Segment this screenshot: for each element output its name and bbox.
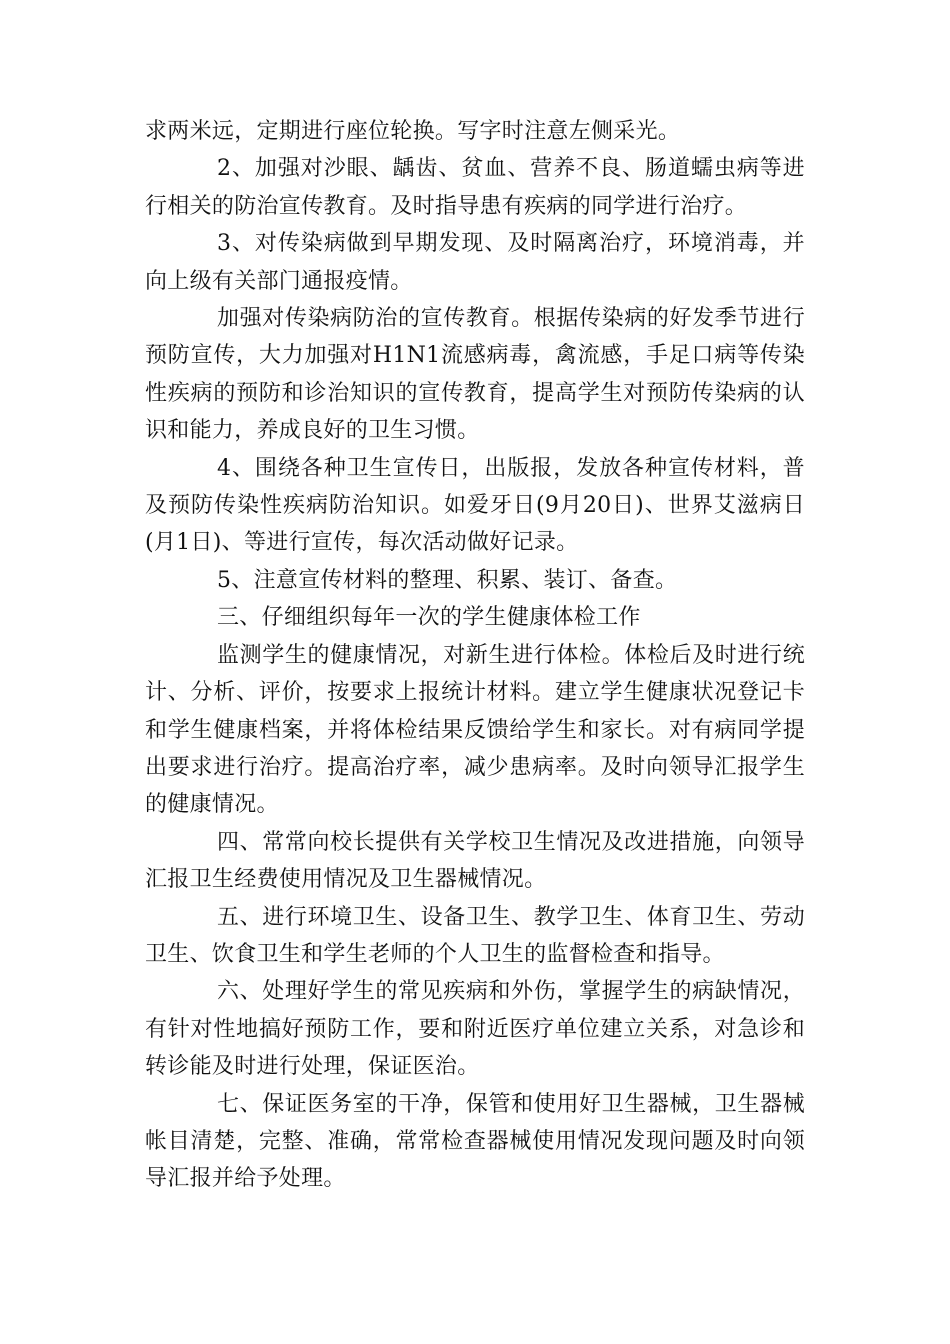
section-4: 四、常常向校长提供有关学校卫生情况及改进措施，向领导汇报卫生经费使用情况及卫生器械情况。 <box>145 829 805 893</box>
paragraph-item-3: 3、对传染病做到早期发现、及时隔离治疗，环境消毒，并向上级有关部门通报疫情。 <box>145 231 805 294</box>
paragraph-item-5: 5、注意宣传材料的整理、积累、装订、备查。 <box>217 567 678 593</box>
section-7: 七、保证医务室的干净，保管和使用好卫生器械，卫生器械帐目清楚，完整、准确，常常检查器械使用情况发现问题及时向领导汇报并给予处理。 <box>145 1091 805 1192</box>
paragraph-item-4: 4、围绕各种卫生宣传日，出版报，发放各种宣传材料，普及预防传染性疾病防治知识。如爱牙日(9月20日)、世界艾滋病日(月1日)、等进行宣传，每次活动做好记录。 <box>145 455 805 556</box>
section-6: 六、处理好学生的常见疾病和外伤，掌握学生的病缺情况，有针对性地搞好预防工作，要和附近医疗单位建立关系，对急诊和转诊能及时进行处理，保证医治。 <box>145 979 805 1080</box>
document-body <box>145 113 805 1198</box>
paragraph-infectious-disease-education: 加强对传染病防治的宣传教育。根据传染病的好发季节进行预防宣传，大力加强对H1N1流感病毒，禽流感，手足口病等传染性疾病的预防和诊治知识的宣传教育，提高学生对预防传染病的认识和能力，养成良好的卫生习惯。 <box>145 306 805 444</box>
section-5: 五、进行环境卫生、设备卫生、教学卫生、体育卫生、劳动卫生、饮食卫生和学生老师的个人卫生的监督检查和指导。 <box>145 904 805 967</box>
paragraph-item-2: 2、加强对沙眼、龋齿、贫血、营养不良、肠道蠕虫病等进行相关的防治宣传教育。及时指导患有疾病的同学进行治疗。 <box>145 156 805 219</box>
section-heading-3: 三、仔细组织每年一次的学生健康体检工作 <box>217 605 641 631</box>
paragraph-continuation: 求两米远，定期进行座位轮换。写字时注意左侧采光。 <box>145 119 681 144</box>
paragraph-health-monitoring: 监测学生的健康情况，对新生进行体检。体检后及时进行统计、分析、评价，按要求上报统计材料。建立学生健康状况登记卡和学生健康档案，并将体检结果反馈给学生和家长。对有病同学提出要求进行治疗。提高治疗率，减少患病率。及时向领导汇报学生的健康情况。 <box>145 642 805 818</box>
